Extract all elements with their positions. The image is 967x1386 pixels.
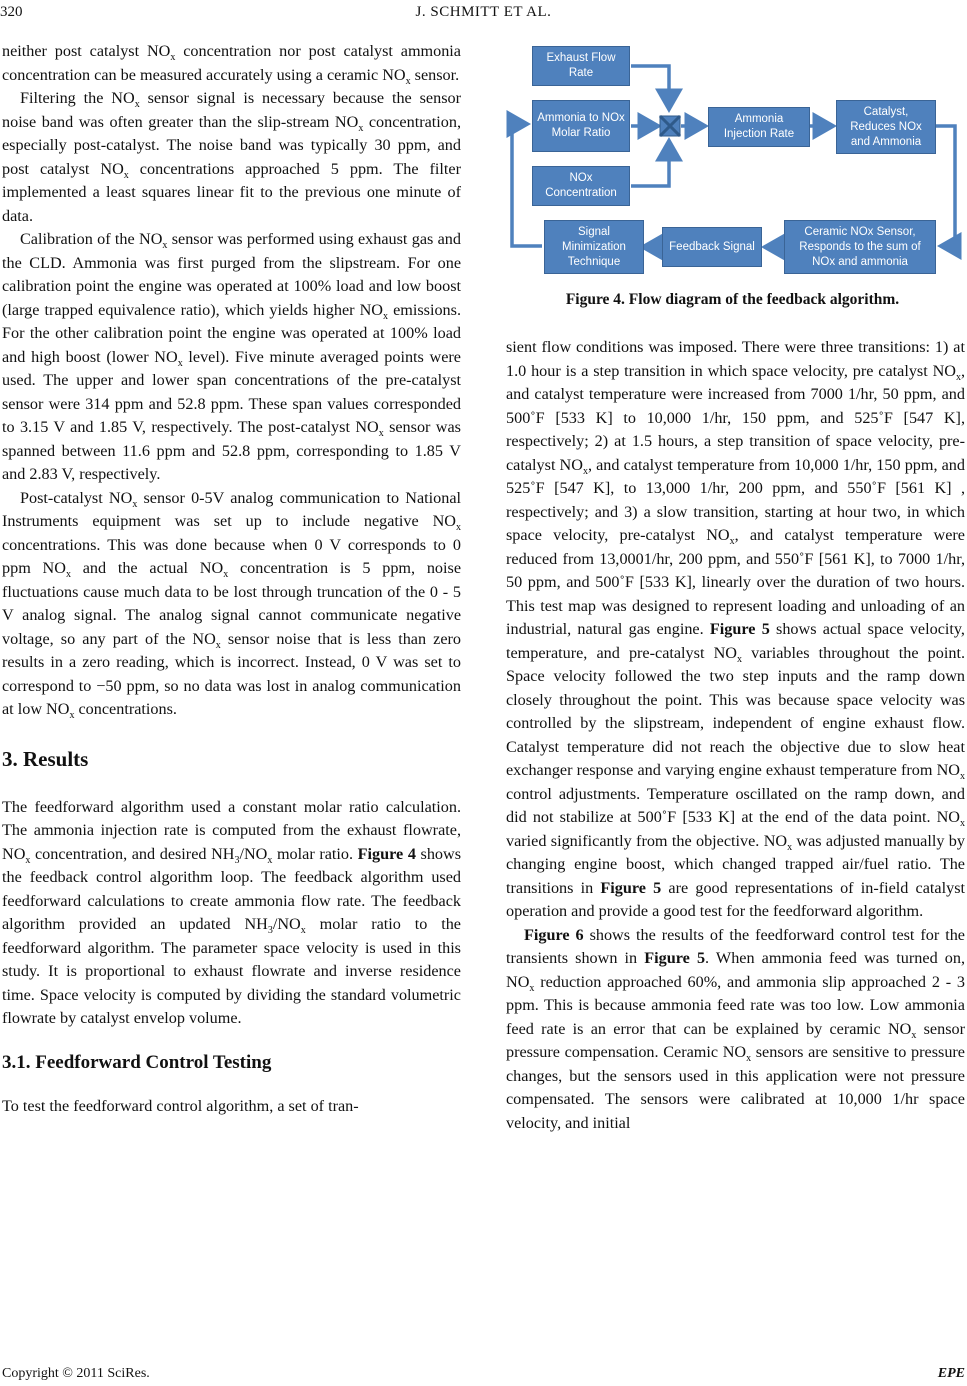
- arrow-exhaust-to-node: [631, 66, 669, 106]
- exhaust-flow-rate-box: Exhaust Flow Rate: [532, 46, 630, 86]
- ammonia-injection-rate-box: Ammonia Injection Rate: [708, 107, 810, 147]
- copyright: Copyright © 2011 SciRes.: [2, 1366, 150, 1381]
- paragraph: Figure 6 shows the results of the feedforward control test for the transients shown in Figure 5. When ammonia feed was turned on, $NO_x$ reduction approached 60%, and ammonia slip approached 2 - 3 ppm. This is because ammonia feed rate was too low. Low ammonia feed rate is an error that can be explained by ceramic $NO_x$ sensor pressure compensation. Ceramic $NO_x$ sensors are sensitive to pressure changes, but the sensors used in this application were not pressure compensated. The sensors were calibrated at 10,000 1/hr space velocity, and initial: [506, 925, 966, 1132]
- feedback-signal-box: Feedback Signal: [662, 227, 762, 267]
- section-heading: 3. Results: [2, 746, 89, 771]
- subsection-heading: 3.1. Feedforward Control Testing: [2, 1051, 272, 1073]
- running-head: J. SCHMITT ET AL.: [415, 4, 552, 20]
- molar-ratio-box: Ammonia to NOx Molar Ratio: [532, 100, 630, 152]
- journal-abbrev: EPE: [937, 1366, 965, 1381]
- catalyst-box: Catalyst, Reduces NOx and Ammonia: [836, 100, 936, 154]
- page-header: [0, 0, 967, 28]
- paragraph: Calibration of the $NO_x$ sensor was performed using exhaust gas and the CLD. Ammonia was first purged from the slipstream. For one calibration point the engine was operated at 100% load and low boost (large trapped equivalence ratio), which yields higher $NO_x$ emissions. For the other calibration point the engine was operated at 100% load and high boost (lower $NO_x$ level). Five minute averaged points were used. The upper and lower span concentrations of the pre-catalyst sensor were 314 ppm and 52.8 ppm. These span values corresponded to 3.15 V and 1.85 V, respectively. The post-catalyst $NO_x$ sensor was spanned between 11.6 ppm and 52.8 ppm, corresponding to 1.85 V and 2.83 V, respectively.: [2, 230, 461, 483]
- paragraph: sient flow conditions was imposed. There were three transitions: 1) at 1.0 hour is a step transition in which space velocity, pre catalyst $NO_x$, and catalyst temperature were increased from 7000 1/hr, 50 ppm, and 500˚F [533 K] to 10,000 1/hr, 150 ppm, and 525˚F [547 K], respectively; 2) at 1.5 hours, a step transition of space velocity, pre-catalyst $NO_x$, and catalyst temperature from 10,000 1/hr, 150 ppm, and 525˚F [547 K], to 13,000 1/hr, 200 ppm, and 550˚F [561 K] , respectively; and 3) a slow transition, starting at hour two, in which space velocity, pre-catalyst $NO_x$, and catalyst temperature were reduced from 13,0001/hr, 200 ppm, and 550˚F [561 K], to 7000 1/hr, 50 ppm, and 500˚F [533 K], linearly over the duration of two hours. This test map was designed to represent loading and unloading of an industrial, natural gas engine. Figure 5 shows actual space velocity, temperature, and pre-catalyst $NO_x$ variables throughout the point. Space velocity followed the two step inputs and the ramp down closely throughout the point. This was because space velocity was controlled by the slipstream, independent of engine exhaust flow. Catalyst temperature did not reach the objective due to slow heat exchanger response and varying engine exhaust temperature from $NO_x$ control adjustments. Temperature oscillated on the ramp down, and did not stabilize at 500˚F [533 K] at the end of the data point. $NO_x$ varied significantly from the objective. $NO_x$ was adjusted manually by changing engine boost, which changed trapped air/fuel ratio. The transitions in Figure 5 are good representations of in-field catalyst operation and provide a good test for the feedforward algorithm.: [506, 338, 965, 920]
- signal-minimization-box: Signal Minimization Technique: [544, 220, 644, 274]
- page-number: 320: [0, 4, 23, 20]
- paragraph: neither post catalyst $NO_x$ concentration nor post catalyst ammonia concentration can be measured accurately using a ceramic $NO_x$ sensor.: [2, 42, 461, 87]
- left-column: [2, 40, 461, 1118]
- feedback-flow-diagram: [500, 36, 965, 286]
- nox-concentration-box: NOx Concentration: [532, 166, 630, 206]
- junction-node: [660, 116, 680, 136]
- right-column: [506, 336, 965, 1135]
- figure-caption: Figure 4. Flow diagram of the feedback algorithm.: [565, 291, 900, 308]
- ceramic-nox-sensor-box: Ceramic NOx Sensor, Responds to the sum of NOx and ammonia: [784, 220, 936, 274]
- arrow-catalyst-to-sensor: [936, 126, 955, 246]
- paragraph: To test the feedforward control algorithm, a set of tran-: [2, 1096, 359, 1115]
- paragraph: Post-catalyst $NO_x$ sensor 0-5V analog communication to National Instruments equipment was set up to include negative $NO_x$ concentrations. This was done because when 0 V corresponds to 0 ppm $NO_x$ and the actual $NO_x$ concentration is 5 ppm, noise fluctuations cause much data to be lost through truncation of the 0 - 5 V analog signal. The analog signal cannot communicate negative voltage, so any part of the $NO_x$ sensor noise that is less than zero results in a zero reading, which is incorrect. Instead, 0 V was set to correspond to −50 ppm, so no data was lost in analog communication at low $NO_x$ concentrations.: [2, 488, 462, 722]
- arrow-nox-to-node: [631, 144, 669, 186]
- paragraph: Filtering the $NO_x$ sensor signal is necessary because the sensor noise band was often greater than the slip-stream $NO_x$ concentration, especially post-catalyst. The noise band was typically 30 ppm, and post catalyst $NO_x$ concentrations approached 5 ppm. The filter implemented a least squares linear fit to the previous one minute of data.: [2, 89, 461, 225]
- paragraph: The feedforward algorithm used a constant molar ratio calculation. The ammonia injection rate is computed from the exhaust flowrate, $NO_x$ concentration, and desired $NH_3/NO_x$ molar ratio. Figure 4 shows the feedback control algorithm loop. The feedback algorithm used feedforward calculations to create ammonia flow rate. The feedback algorithm provided an updated $NH_3/NO_x$ molar ratio to the feedforward algorithm. The parameter space velocity is used in this study. It is proportional to exhaust flowrate and inverse residence time. Space velocity is computed by dividing the standard volumetric flowrate by catalyst envelop volume.: [2, 797, 462, 1027]
